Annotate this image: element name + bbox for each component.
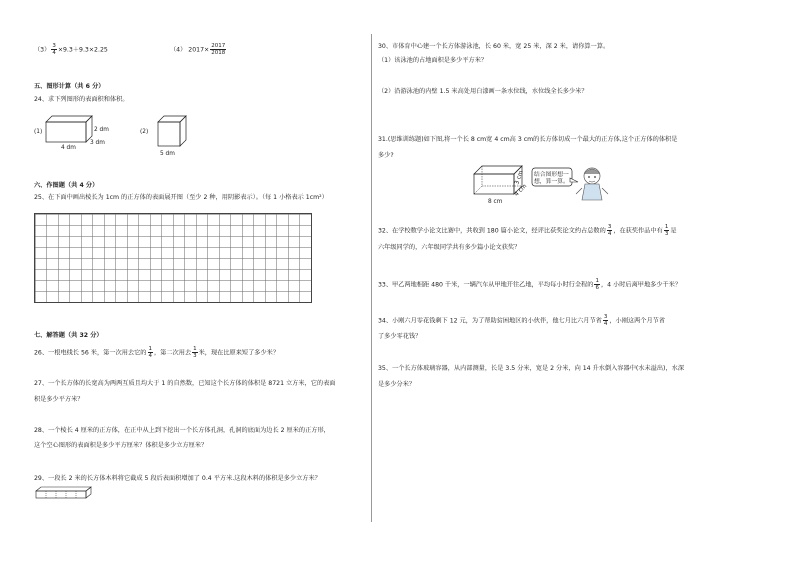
q32-text: 32、在学校数学小论文比赛中，共收到 180 篇小论文，经评比获奖论文约占总数的 $\frac{3}{4}$ ，在获奖作品中有 $\frac{1}{3}$ 是 [378,224,677,237]
q34-text: 34、小刚六月零花钱剩下 12 元，为了帮助贫困地区的小伙伴，他七月比六月节省 $\frac{3}{4}$ ，小刚这两个月节省 [378,314,666,327]
q31-cuboid-figure [470,162,630,208]
q35-text: 35、一个长方体玻璃容器，从内部测量，长是 3.5 分米，宽是 2 分米，向 14 升水倒入容器中(水未溢出)，水深 [378,365,685,372]
q32-text-cont: 六年级同学的，六年级同学共有多少篇小论文获奖？ [378,244,521,251]
q28-text: 28、一个棱长 4 厘米的正方体，在正中从上到下挖出一个长方体孔洞，孔洞的底面为边长 2 厘米的正方形， [34,427,330,434]
fig1-height: 2 dm [94,127,109,133]
q31-text: 31.(思维训练题)如下图,将一个长 8 cm宽 4 cm高 3 cm的长方体切成一个最大的正方体,这个正方体的体积是 [378,136,678,143]
fig2-edge: 5 dm [160,151,175,157]
fig31-length: 8 cm [488,199,503,205]
fig31-height: 3 cm [514,169,525,186]
bubble-line-1: 结合图形想一 [534,172,569,178]
q35-text-cont: 是多少分米？ [378,381,416,388]
cube-figure [140,112,200,158]
q4-expression: （4） 2017× $\frac{2017}{2018}$ [170,43,226,56]
fig1-length: 4 dm [61,145,76,151]
section-5-heading: 五、图形计算（共 6 分） [34,83,105,90]
student-cartoon-icon [576,168,608,200]
wood-beam-figure [34,486,94,500]
q33-text: 33、甲乙两地相距 480 千米，一辆汽车从甲地开往乙地，平均每小时行全程的 $\frac{1}{6}$ ，4 小时后离甲地多少千米？ [378,278,682,291]
fig2-label: (2) [140,129,149,135]
q30-text: 30、市体育中心建一个长方体游泳池，长 60 米，宽 25 米，深 2 米，请你算一算。 [378,43,610,50]
q31-text-cont: 多少? [378,152,394,159]
q27-text-cont: 积是多少平方米？ [34,396,84,403]
drawing-grid[interactable] [34,213,312,303]
q34-text-cont: 了多少零花钱？ [378,333,422,340]
q3-expression: （3） $\frac{3}{4}$ ×9.3＋9.3×2.25 [34,43,108,56]
column-divider [371,34,372,522]
q28-text-cont: 这个空心图形的表面积是多少平方厘米？体积是多少立方厘米？ [34,442,208,449]
q25-text: 25、在下面中画出棱长为 1cm 的正方体的表面展开图（至少 2 种，用阴影表示）。（每 1 小格表示 1cm²） [34,194,328,201]
section-7-heading: 七、解答题（共 32 分） [34,332,103,339]
bubble-line-2: 想，算一算。 [534,179,569,185]
q30-part1: （1）该泳池的占地面积是多少平方米？ [378,57,488,64]
fig1-depth: 3 dm [90,140,105,146]
fig1-label: (1) [34,129,43,135]
q29-text: 29、一段长 2 米的长方体木料将它截成 5 段后表面积增加了 0.4 平方米.这段木料的体积是多少立方米？ [34,475,321,482]
q24-text: 24、求下列图形的表面积和体积。 [34,96,129,103]
q27-text: 27、一个长方体的长宽高为两两互质且均大于 1 的自然数，已知这个长方体的体积是 8721 立方米，它的表面 [34,380,336,387]
section-6-heading: 六、作图题（共 4 分） [34,182,99,189]
q30-part2: （2）沿游泳池的内壁 1.5 米高处用白漆画一条水位线，水位线全长多少米？ [378,88,588,95]
cuboid-figure [34,112,114,152]
fig31-width: 4 cm [513,183,529,198]
q26-text: 26、一根电线长 56 米，第一次用去它的 $\frac{1}{4}$ ，第二次用去 $\frac{1}{3}$ 米，现在比原来短了多少米？ [34,346,280,359]
